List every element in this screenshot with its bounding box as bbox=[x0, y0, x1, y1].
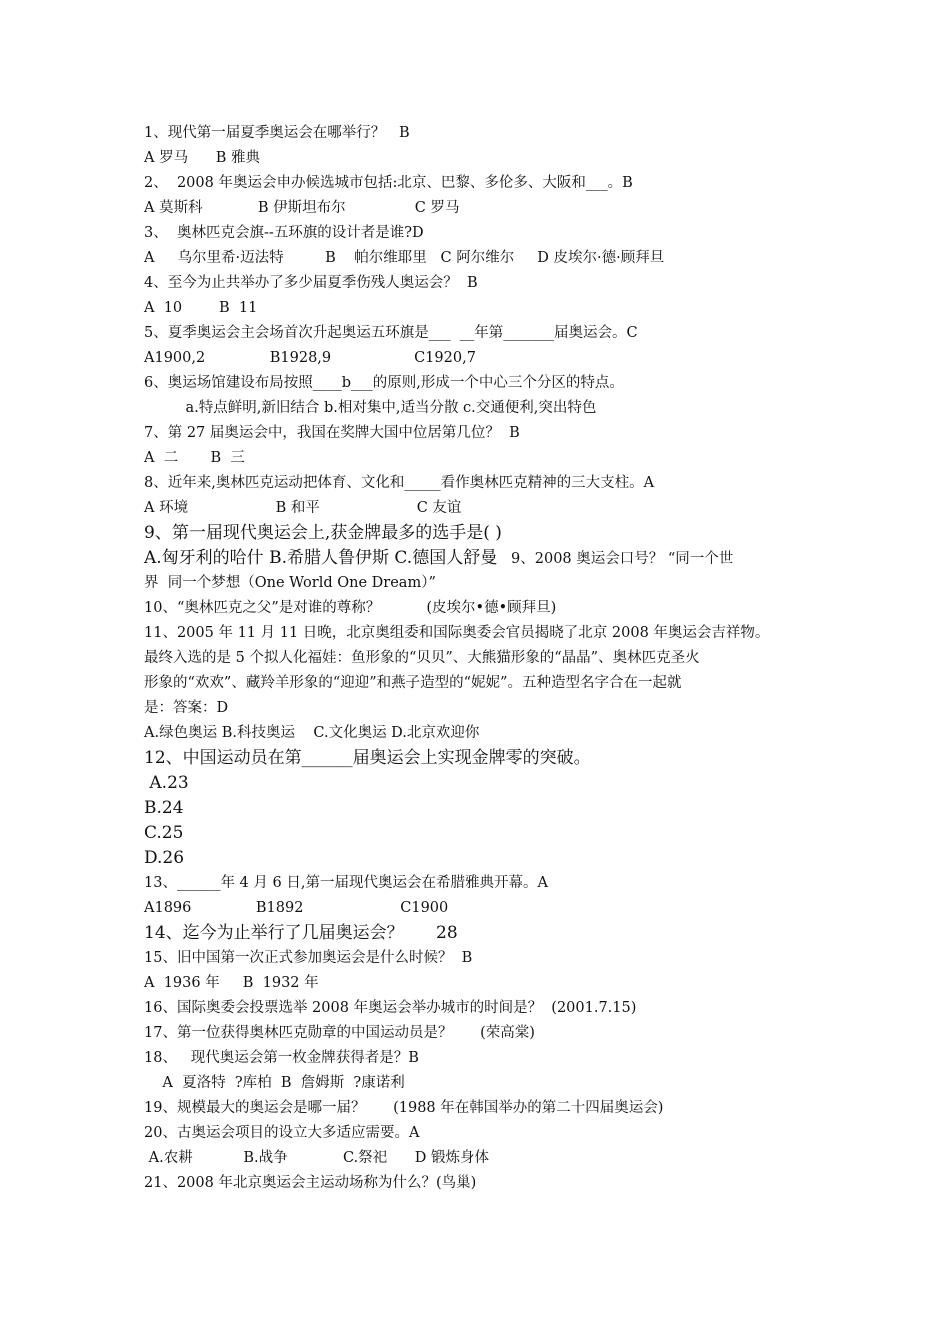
text-line bbox=[144, 721, 824, 746]
line-text: A 1936 年 B 1932 年 bbox=[144, 975, 319, 991]
text-line bbox=[144, 796, 824, 821]
line-text: 5、夏季奥运会主会场首次升起奥运五环旗是___ __年第_______届奥运会。C bbox=[144, 325, 638, 341]
text-line bbox=[144, 271, 824, 296]
line-text: C.25 bbox=[144, 823, 184, 843]
line-text: 18、 现代奥运会第一枚金牌获得者是？B bbox=[144, 1050, 419, 1066]
text-line bbox=[144, 996, 824, 1021]
line-text: D.26 bbox=[144, 848, 185, 868]
line-text: 2、 2008 年奥运会申办候选城市包括:北京、巴黎、多伦多、大阪和___。B bbox=[144, 175, 633, 191]
text-line bbox=[144, 596, 824, 621]
text-line bbox=[144, 396, 824, 421]
line-text: A 夏洛特 ?库柏 B 詹姆斯 ?康诺利 bbox=[144, 1075, 405, 1091]
line-text: 7、第 27 届奥运会中，我国在奖牌大国中位居第几位？ B bbox=[144, 425, 520, 441]
text-line bbox=[144, 171, 824, 196]
text-line bbox=[144, 971, 824, 996]
line-text: 6、奥运场馆建设布局按照____b___的原则,形成一个中心三个分区的特点。 bbox=[144, 375, 624, 391]
line-text: 20、古奥运会项目的设立大多适应需要。A bbox=[144, 1125, 420, 1141]
text-line bbox=[144, 246, 824, 271]
line-text: 形象的“欢欢”、藏羚羊形象的“迎迎”和燕子造型的“妮妮”。五种造型名字合在一起就 bbox=[144, 675, 682, 691]
line-text: A 环境 B 和平 C 友谊 bbox=[144, 500, 462, 516]
line-text: A.农耕 B.战争 C.祭祀 D 锻炼身体 bbox=[144, 1150, 490, 1166]
line-text: A 10 B 11 bbox=[144, 300, 258, 316]
line-text: 13、______年 4 月 6 日,第一届现代奥运会在希腊雅典开幕。A bbox=[144, 875, 548, 891]
text-line bbox=[144, 896, 824, 921]
text-line bbox=[144, 946, 824, 971]
line-text: 15、旧中国第一次正式参加奥运会是什么时候？ B bbox=[144, 950, 473, 966]
text-line bbox=[144, 1046, 824, 1071]
text-line bbox=[144, 771, 824, 796]
line-text: 11、2005 年 11 月 11 日晚，北京奥组委和国际奥委会官员揭晓了北京 2008 年奥运会吉祥物。 bbox=[144, 625, 770, 641]
text-line bbox=[144, 1146, 824, 1171]
text-line bbox=[144, 1071, 824, 1096]
line-text: 17、第一位获得奥林匹克勋章的中国运动员是？ (荣高棠) bbox=[144, 1025, 535, 1041]
line-text: A1896 B1892 C1900 bbox=[144, 900, 449, 916]
line-text: 16、国际奥委会投票选举 2008 年奥运会举办城市的时间是？ (2001.7.15) bbox=[144, 1000, 637, 1016]
line-text: 3、 奥林匹克会旗--五环旗的设计者是谁?D bbox=[144, 225, 424, 241]
text-line bbox=[144, 321, 824, 346]
line-text: B.24 bbox=[144, 798, 184, 818]
text-line bbox=[144, 646, 824, 671]
line-tail-text: 9、2008 奥运会口号？ “同一个世 bbox=[497, 551, 734, 567]
text-line bbox=[144, 571, 824, 596]
line-text: 4、至今为止共举办了多少届夏季伤残人奥运会？ B bbox=[144, 275, 478, 291]
quiz-body bbox=[144, 121, 824, 1196]
text-line bbox=[144, 621, 824, 646]
text-line bbox=[144, 346, 824, 371]
line-text: 是：答案：D bbox=[144, 700, 229, 716]
line-text: A.23 bbox=[144, 773, 189, 793]
text-line bbox=[144, 1021, 824, 1046]
text-line bbox=[144, 371, 824, 396]
text-line bbox=[144, 146, 824, 171]
text-line bbox=[144, 1171, 824, 1196]
text-line bbox=[144, 471, 824, 496]
text-line bbox=[144, 821, 824, 846]
line-text: A1900,2 B1928,9 C1920,7 bbox=[144, 350, 476, 366]
text-line bbox=[144, 846, 824, 871]
line-text: 19、规模最大的奥运会是哪一届？ (1988 年在韩国举办的第二十四届奥运会) bbox=[144, 1100, 664, 1116]
text-line bbox=[144, 521, 824, 546]
line-text: A 罗马 B 雅典 bbox=[144, 150, 260, 166]
line-text: 最终入选的是 5 个拟人化福娃：鱼形象的“贝贝”、大熊猫形象的“晶晶”、奥林匹克圣火 bbox=[144, 650, 700, 666]
text-line bbox=[144, 1121, 824, 1146]
text-line bbox=[144, 121, 824, 146]
text-line bbox=[144, 296, 824, 321]
line-text: a.特点鲜明,新旧结合 b.相对集中,适当分散 c.交通便利,突出特色 bbox=[144, 400, 597, 416]
line-text: A 二 B 三 bbox=[144, 450, 245, 466]
text-line bbox=[144, 871, 824, 896]
text-line bbox=[144, 546, 824, 571]
text-line bbox=[144, 696, 824, 721]
text-line bbox=[144, 1096, 824, 1121]
line-text: 9、第一届现代奥运会上,获金牌最多的选手是( ) bbox=[144, 523, 502, 543]
text-line bbox=[144, 221, 824, 246]
line-text: A.绿色奥运 B.科技奥运 C.文化奥运 D.北京欢迎你 bbox=[144, 725, 480, 741]
line-text: A.匈牙利的哈什 B.希腊人鲁伊斯 C.德国人舒曼 bbox=[144, 548, 498, 568]
text-line bbox=[144, 446, 824, 471]
text-line bbox=[144, 496, 824, 521]
text-line bbox=[144, 671, 824, 696]
text-line bbox=[144, 746, 824, 771]
text-line bbox=[144, 196, 824, 221]
line-text: 8、近年来,奥林匹克运动把体育、文化和_____看作奥林匹克精神的三大支柱。A bbox=[144, 475, 655, 491]
line-text: 10、“奥林匹克之父”是对谁的尊称？ (皮埃尔•德•顾拜旦) bbox=[144, 600, 557, 616]
text-line bbox=[144, 921, 824, 946]
line-text: A 莫斯科 B 伊斯坦布尔 C 罗马 bbox=[144, 200, 460, 216]
line-text: 1、现代第一届夏季奥运会在哪举行？ B bbox=[144, 125, 410, 141]
text-line bbox=[144, 421, 824, 446]
line-text: 21、2008 年北京奥运会主运动场称为什么？(鸟巢) bbox=[144, 1175, 477, 1191]
line-text: 12、中国运动员在第______届奥运会上实现金牌零的突破。 bbox=[144, 748, 591, 768]
line-text: A 乌尔里希·迈法特 B 帕尔维耶里 C 阿尔维尔 D 皮埃尔·德·顾拜旦 bbox=[144, 250, 665, 266]
line-text: 界 同一个梦想（One World One Dream）” bbox=[144, 575, 436, 591]
line-text: 14、迄今为止举行了几届奥运会？ 28 bbox=[144, 923, 458, 943]
